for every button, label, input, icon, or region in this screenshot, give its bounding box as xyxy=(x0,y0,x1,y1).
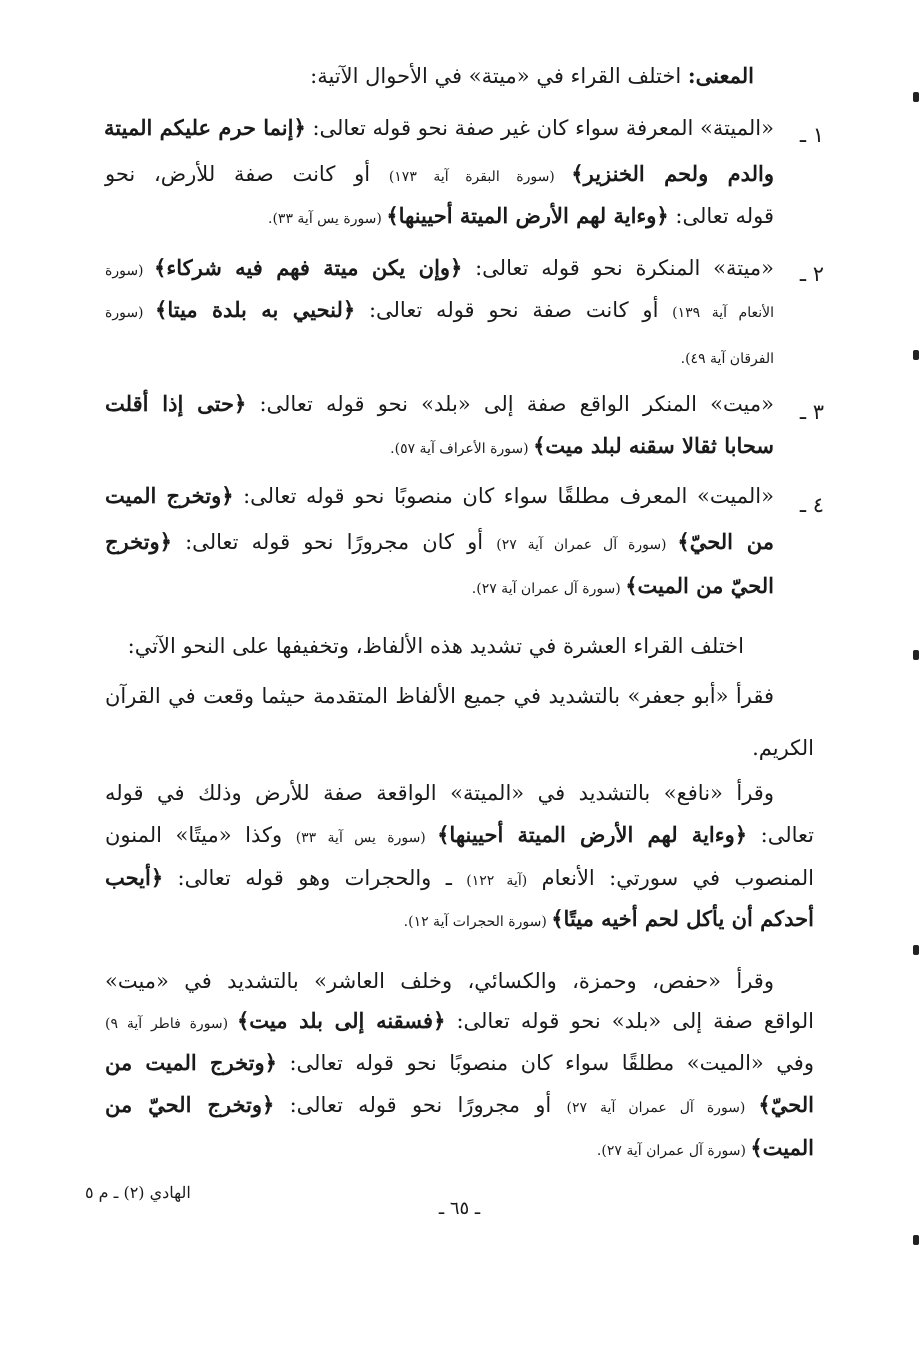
intro-line xyxy=(105,60,754,92)
para-1: اختلف القراء العشرة في تشديد هذه الألفاظ، وتخفيفها على النحو الآتي: xyxy=(127,634,744,658)
para-2-line-2: الكريم. xyxy=(752,736,814,760)
item-number: ١ ـ xyxy=(799,123,824,147)
item-number: ٢ ـ xyxy=(799,262,824,286)
para-4-line-5: الميت﴾ (سورة آل عمران آية ٢٧). xyxy=(596,1135,814,1160)
margin-mark xyxy=(913,350,919,360)
intro-text: اختلف القراء في «ميتة» في الأحوال الآتية: xyxy=(310,64,688,88)
intro-label: المعنى: xyxy=(687,63,754,88)
item-number: ٤ ـ xyxy=(799,493,824,517)
para-3-line-3: المنصوب في سورتي: الأنعام (آية ١٢٢) ـ والحجرات وهو قوله تعالى: ﴿أيحب xyxy=(105,865,814,890)
para-3-line-2: تعالى: ﴿وءاية لهم الأرض الميتة أحيينها﴾ (سورة يس آية ٣٣) وكذا «ميتًا» المنون xyxy=(105,822,814,847)
para-3-line-1: وقرأ «نافع» بالتشديد في «الميتة» الواقعة صفة للأرض وذلك في قوله xyxy=(105,781,774,805)
footer-book-signature: الهادي (٢) ـ م ٥ xyxy=(85,1183,191,1202)
item-4-line-2: من الحيّ﴾ (سورة آل عمران آية ٢٧) أو كان مجرورًا نحو قوله تعالى: ﴿وتخرج xyxy=(105,529,774,554)
item-4-line-1: «الميت» المعرف مطلقًا سواء كان منصوبًا نحو قوله تعالى: ﴿وتخرج الميت xyxy=(105,483,774,508)
item-1-line-2: والدم ولحم الخنزير﴾ (سورة البقرة آية ١٧٣) أو كانت صفة للأرض، نحو xyxy=(105,161,774,186)
para-4-line-1: وقرأ «حفص، وحمزة، والكسائي، وخلف العاشر» بالتشديد في «ميت» xyxy=(105,969,774,993)
item-1-line-1: «الميتة» المعرفة سواء كان غير صفة نحو قوله تعالى: ﴿إنما حرم عليكم الميتة xyxy=(104,115,774,140)
margin-mark xyxy=(913,1235,919,1245)
para-2-line-1: فقرأ «أبو جعفر» بالتشديد في جميع الألفاظ المتقدمة حيثما وقعت في القرآن xyxy=(105,684,774,708)
item-4-line-3: الحيّ من الميت﴾ (سورة آل عمران آية ٢٧). xyxy=(471,573,774,598)
item-number: ٣ ـ xyxy=(799,400,824,424)
margin-mark xyxy=(913,945,919,955)
para-4-line-2: الواقع صفة إلى «بلد» نحو قوله تعالى: ﴿فسقنه إلى بلد ميت﴾ (سورة فاطر آية ٩) xyxy=(105,1008,814,1033)
item-1-line-3: قوله تعالى: ﴿وءاية لهم الأرض الميتة أحيينها﴾ (سورة يس آية ٣٣). xyxy=(268,203,774,228)
page-number: ـ ٦٥ ـ xyxy=(438,1198,481,1219)
item-2-line-3: الفرقان آية ٤٩). xyxy=(680,351,774,367)
para-4-line-4: الحيّ﴾ (سورة آل عمران آية ٢٧) أو مجرورًا نحو قوله تعالى: ﴿وتخرج الحيّ من xyxy=(105,1092,815,1117)
item-3-line-1: «ميت» المنكر الواقع صفة إلى «بلد» نحو قوله تعالى: ﴿حتى إذا أقلت xyxy=(105,391,774,416)
item-2-line-2: الأنعام آية ١٣٩) أو كانت صفة نحو قوله تعالى: ﴿لنحيي به بلدة ميتا﴾ (سورة xyxy=(105,297,774,322)
margin-mark xyxy=(913,92,919,102)
para-4-line-3: وفي «الميت» مطلقًا سواء كان منصوبًا نحو قوله تعالى: ﴿وتخرج الميت من xyxy=(105,1050,814,1075)
margin-mark xyxy=(913,650,919,660)
para-3-line-4: أحدكم أن يأكل لحم أخيه ميتًا﴾ (سورة الحجرات آية ١٢). xyxy=(403,906,814,931)
item-3-line-2: سحابا ثقالا سقنه لبلد ميت﴾ (سورة الأعراف آية ٥٧). xyxy=(390,433,774,458)
item-2-line-1: «ميتة» المنكرة نحو قوله تعالى: ﴿وإن يكن ميتة فهم فيه شركاء﴾ (سورة xyxy=(105,255,775,280)
